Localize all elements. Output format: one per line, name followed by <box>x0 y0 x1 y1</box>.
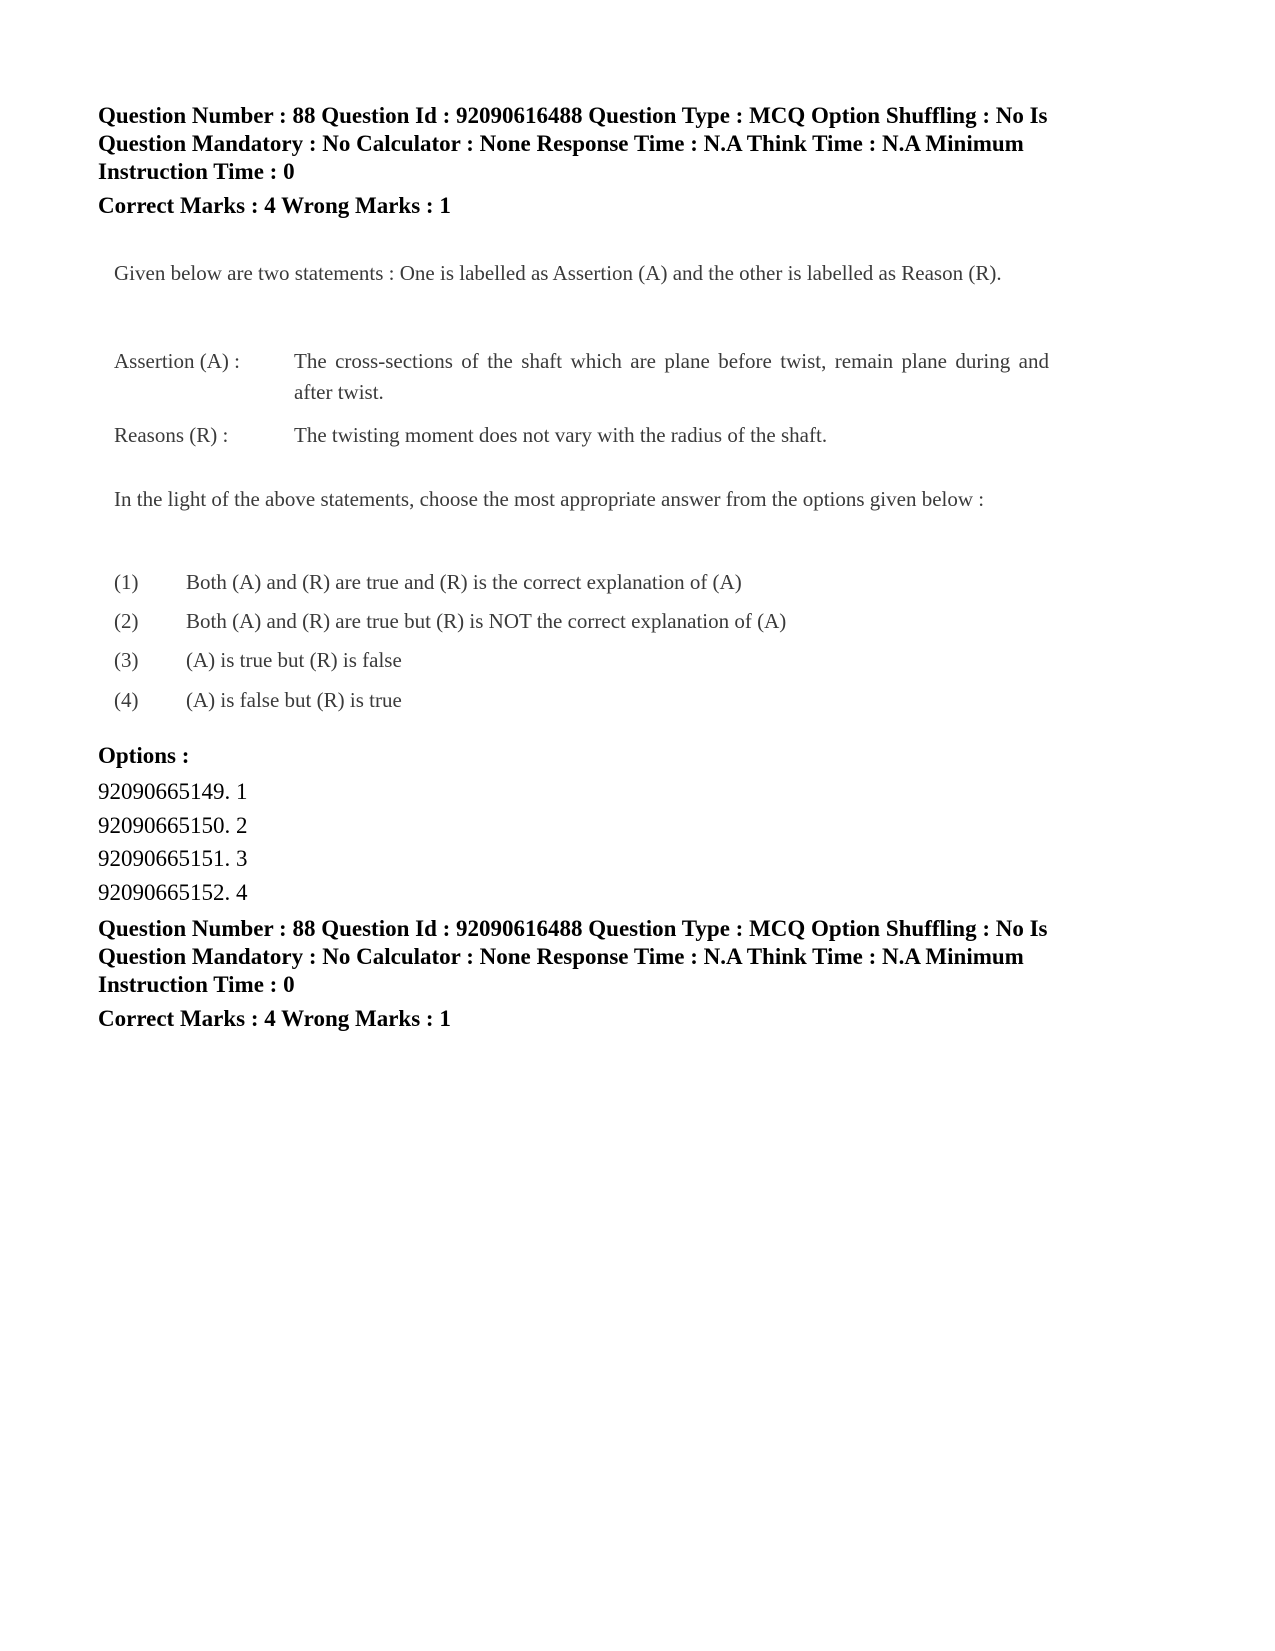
option-item: 92090665150. 2 <box>98 812 248 838</box>
choice-number: (4) <box>114 688 139 712</box>
choice-item <box>114 684 1049 716</box>
question-instruction: In the light of the above statements, choose the most appropriate answer from the options given below : <box>114 487 985 511</box>
option-item: 92090665149. 1 <box>98 779 248 804</box>
question-meta-line-1: Question Number : 88 Question Id : 92090616488 Question Type : MCQ Option Shuffling : No Is <box>98 103 1048 128</box>
question-meta-line-2: Question Mandatory : No Calculator : None Response Time : N.A Think Time : N.A Minimum <box>98 131 1024 156</box>
option-item: 92090665152. 4 <box>98 879 248 905</box>
assertion-label: Assertion (A) : <box>114 349 240 373</box>
question-intro: Given below are two statements : One is labelled as Assertion (A) and the other is labelled as Reason (R). <box>114 261 1002 285</box>
options-list <box>98 775 248 909</box>
question-marks: Correct Marks : 4 Wrong Marks : 1 <box>98 1006 451 1031</box>
next-question-meta-header <box>98 915 1188 1033</box>
assertion-text: The cross-sections of the shaft which are plane before twist, remain plane during and after twist. <box>294 349 1049 404</box>
options-heading: Options : <box>98 743 190 768</box>
choice-text: (A) is false but (R) is true <box>186 688 402 712</box>
option-item: 92090665151. 3 <box>98 846 248 871</box>
question-meta-header <box>98 102 1188 220</box>
choice-text: (A) is true but (R) is false <box>186 648 402 672</box>
choice-text: Both (A) and (R) are true but (R) is NOT the correct explanation of (A) <box>186 609 787 633</box>
question-marks: Correct Marks : 4 Wrong Marks : 1 <box>98 193 451 218</box>
choice-text: Both (A) and (R) are true and (R) is the correct explanation of (A) <box>186 570 742 594</box>
choice-item <box>114 644 1049 676</box>
question-body <box>98 240 1058 740</box>
question-meta-line-1: Question Number : 88 Question Id : 92090616488 Question Type : MCQ Option Shuffling : No Is <box>98 916 1048 941</box>
choice-number: (3) <box>114 648 139 672</box>
choice-item <box>114 605 1049 637</box>
question-meta-line-2: Question Mandatory : No Calculator : None Response Time : N.A Think Time : N.A Minimum <box>98 944 1024 969</box>
question-meta-line-3: Instruction Time : 0 <box>98 972 295 997</box>
choice-number: (1) <box>114 570 139 594</box>
question-meta-line-3: Instruction Time : 0 <box>98 159 295 184</box>
reason-text: The twisting moment does not vary with the radius of the shaft. <box>294 423 828 447</box>
reason-label: Reasons (R) : <box>114 423 229 447</box>
choice-item <box>114 566 1049 598</box>
choice-number: (2) <box>114 609 139 633</box>
